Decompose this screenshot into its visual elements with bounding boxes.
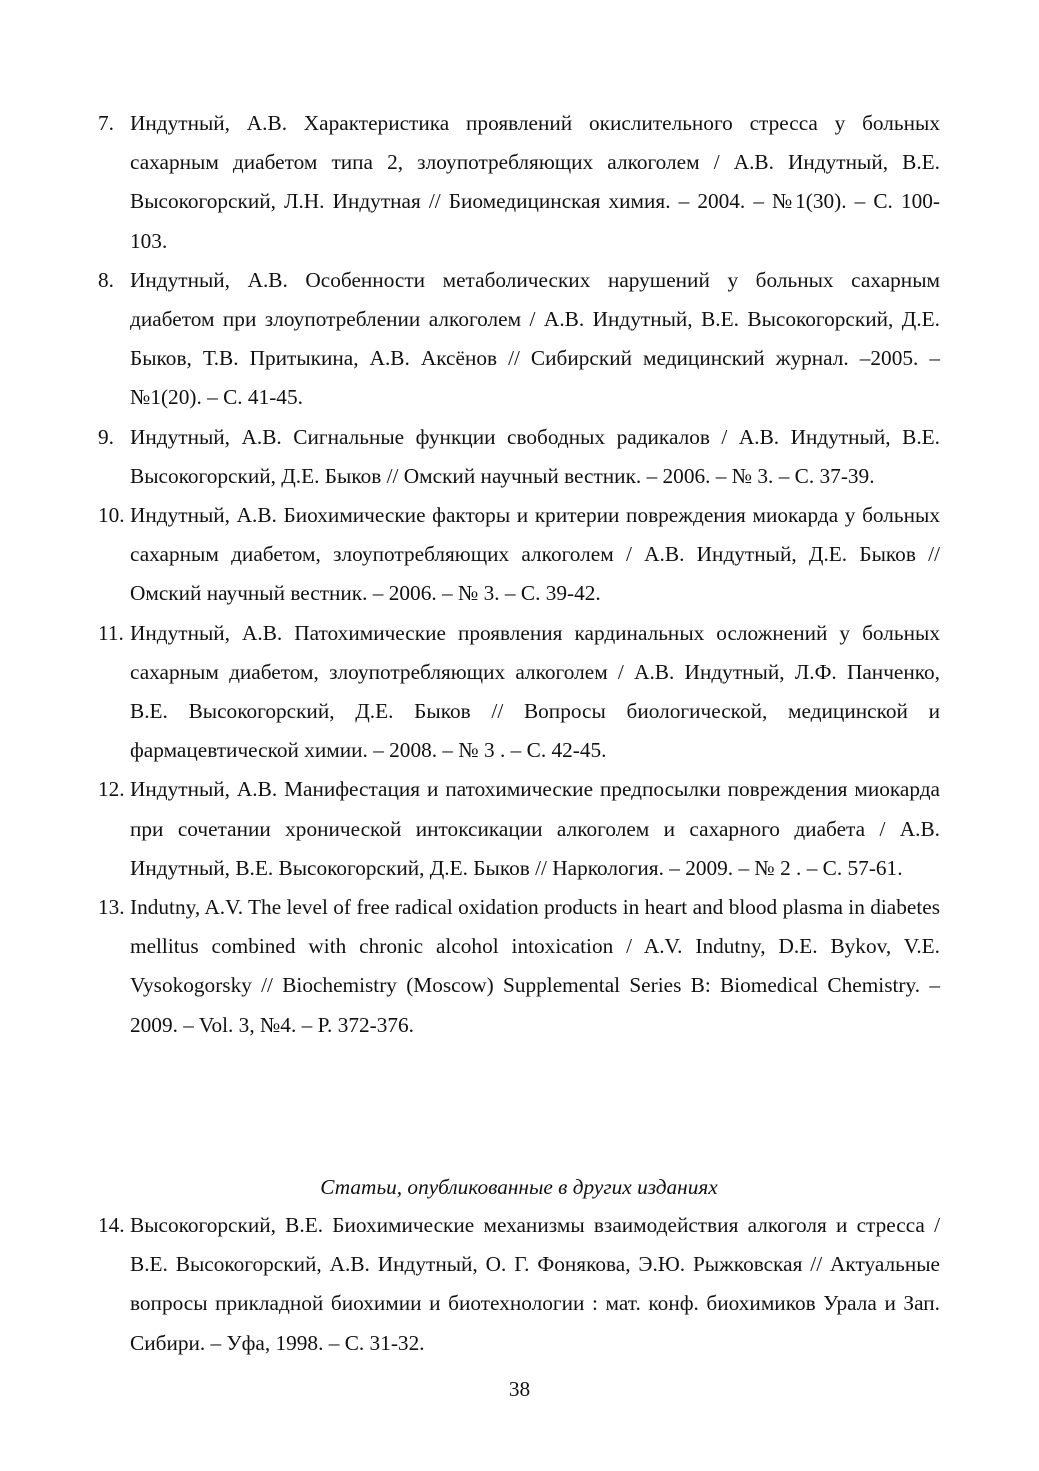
reference-text: Индутный, А.В. Манифестация и патохимические предпосылки повреждения миокарда при сочетании хронической интоксикации алкоголем и сахарного диабета / А.В. Индутный, В.Е. Высокогорский, Д.Е. Быков // Наркология. – 2009. – № 2 . – С. 57-61.: [130, 777, 940, 880]
reference-list-other: [98, 1206, 940, 1363]
reference-number: 14.: [98, 1213, 125, 1237]
reference-item: [98, 614, 940, 771]
reference-number: 7.: [98, 111, 114, 135]
reference-item: [98, 261, 940, 418]
section-heading: Статьи, опубликованные в других изданиях: [320, 1175, 718, 1199]
reference-item: [98, 888, 940, 1045]
reference-list: [98, 104, 940, 1045]
reference-item: [98, 1206, 940, 1363]
reference-text: Индутный, А.В. Сигнальные функции свободных радикалов / А.В. Индутный, В.Е. Высокогорский, Д.Е. Быков // Омский научный вестник. – 2006. – № 3. – С. 37-39.: [130, 424, 940, 488]
reference-number: 10.: [98, 503, 125, 528]
reference-text: Индутный, А.В. Характеристика проявлений окислительного стресса у больных сахарным диабетом типа 2, злоупотребляющих алкоголем / А.В. Индутный, В.Е. Высокогорский, Л.Н. Индутная // Биомедицинская химия. – 2004. – №1(30). – С. 100-103.: [130, 111, 940, 253]
reference-item: [98, 418, 940, 496]
reference-text: Высокогорский, В.Е. Биохимические механизмы взаимодействия алкоголя и стресса / В.Е. Высокогорский, А.В. Индутный, О. Г. Фонякова, Э.Ю. Рыжковская // Актуальные вопросы прикладной биохимии и биотехнологии : мат. конф. биохимиков Урала и Зап. Сибири. – Уфа, 1998. – С. 31-32.: [130, 1213, 940, 1355]
reference-number: 8.: [98, 267, 114, 292]
reference-item: [98, 104, 940, 261]
reference-number: 11.: [98, 620, 124, 645]
reference-number: 9.: [98, 424, 114, 449]
reference-number: 12.: [98, 777, 125, 802]
reference-text: Indutny, A.V. The level of free radical oxidation products in heart and blood plasma in diabetes mellitus combined with chronic alcohol intoxication / A.V. Indutny, D.E. Bykov, V.E. Vysokogorsky // Biochemistry (Moscow) Supplemental Series B: Biomedical Chemistry. – 2009. – Vol. 3, №4. – P. 372-376.: [130, 895, 940, 1037]
reference-text: Индутный, А.В. Биохимические факторы и критерии повреждения миокарда у больных сахарным диабетом, злоупотребляющих алкоголем / А.В. Индутный, Д.Е. Быков // Омский научный вестник. – 2006. – № 3. – С. 39-42.: [130, 503, 940, 606]
reference-number: 13.: [98, 895, 125, 920]
reference-text: Индутный, А.В. Патохимические проявления кардинальных осложнений у больных сахарным диабетом, злоупотребляющих алкоголем / А.В. Индутный, Л.Ф. Панченко, В.Е. Высокогорский, Д.Е. Быков // Вопросы биологической, медицинской и фармацевтической химии. – 2008. – № 3 . – С. 42-45.: [130, 620, 940, 763]
reference-text: Индутный, А.В. Особенности метаболических нарушений у больных сахарным диабетом при злоупотреблении алкоголем / А.В. Индутный, В.Е. Высокогорский, Д.Е. Быков, Т.В. Притыкина, А.В. Аксёнов // Сибирский медицинский журнал. –2005. – №1(20). – С. 41-45.: [130, 267, 940, 410]
page-number: 38: [508, 1377, 531, 1401]
reference-item: [98, 770, 940, 888]
reference-item: [98, 496, 940, 614]
